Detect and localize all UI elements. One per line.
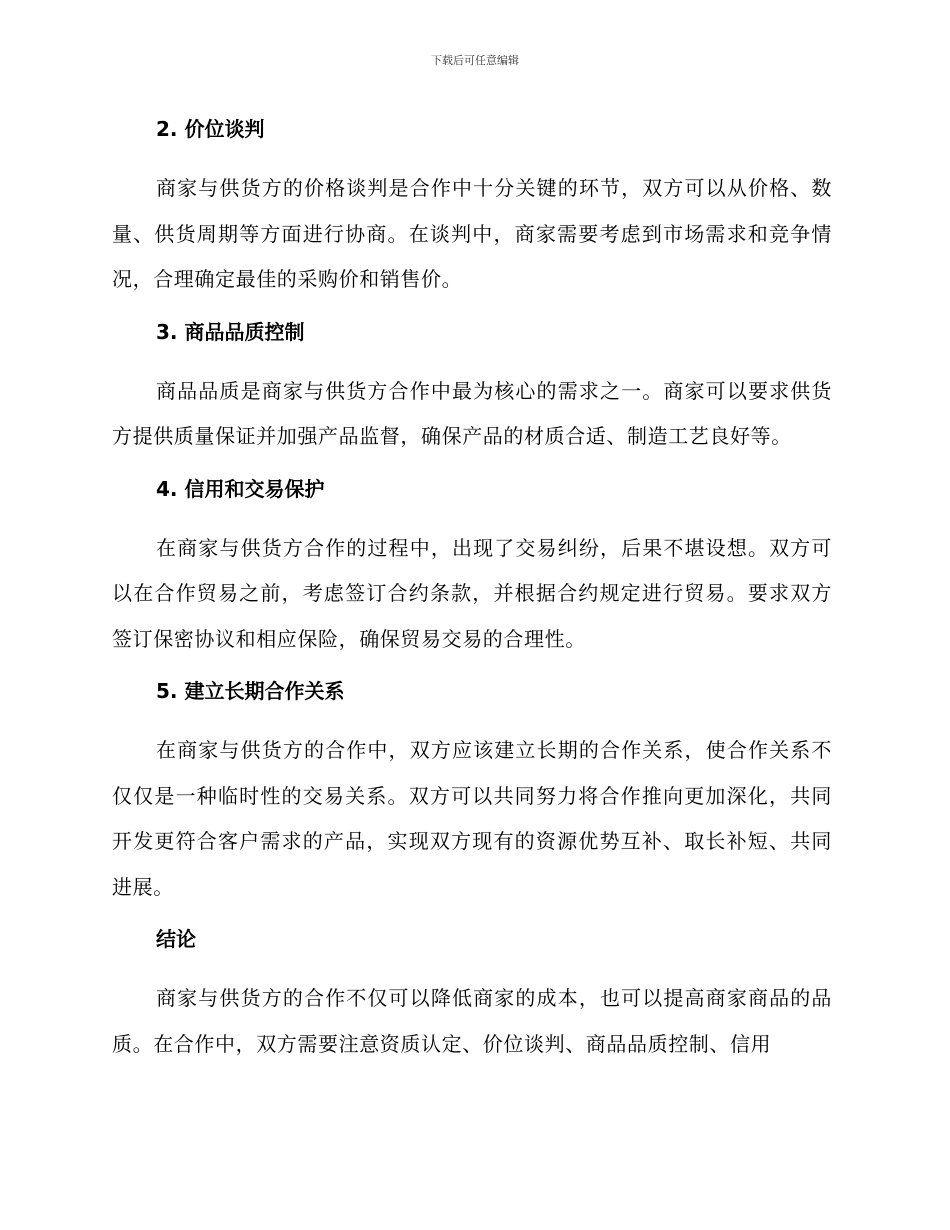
- paragraph-quality-control: 商品品质是商家与供货方合作中最为核心的需求之一。商家可以要求供货方提供质量保证并加强产品监督，确保产品的材质合适、制造工艺良好等。: [112, 378, 832, 448]
- section-heading-long-term-cooperation: 5. 建立长期合作关系: [156, 679, 345, 703]
- section-heading-credit-protection: 4. 信用和交易保护: [156, 476, 325, 501]
- page-header-note: 下载后可任意编辑: [431, 54, 519, 67]
- section-heading-quality-control: 3. 商品品质控制: [156, 319, 305, 344]
- paragraph-conclusion: 商家与供货方的合作不仅可以降低商家的成本，也可以提高商家商品的品质。在合作中，双方需要注意资质认定、价位谈判、商品品质控制、信用: [112, 986, 832, 1056]
- paragraph-credit-protection: 在商家与供货方合作的过程中，出现了交易纠纷，后果不堪设想。双方可以在合作贸易之前，考虑签订合约条款，并根据合约规定进行贸易。要求双方签订保密协议和相应保险，确保贸易交易的合理性。: [112, 535, 832, 651]
- paragraph-price-negotiation: 商家与供货方的价格谈判是合作中十分关键的环节，双方可以从价格、数量、供货周期等方面进行协商。在谈判中，商家需要考虑到市场需求和竞争情况，合理确定最佳的采购价和销售价。: [112, 176, 832, 291]
- section-heading-conclusion: 结论: [156, 927, 196, 951]
- document-body: [112, 112, 832, 1079]
- section-heading-price-negotiation: 2. 价位谈判: [156, 117, 265, 141]
- paragraph-long-term-cooperation: 在商家与供货方的合作中，双方应该建立长期的合作关系，使合作关系不仅仅是一种临时性的交易关系。双方可以共同努力将合作推向更加深化，共同开发更符合客户需求的产品，实现双方现有的资源优势互补、取长补短、共同进展。: [112, 738, 832, 899]
